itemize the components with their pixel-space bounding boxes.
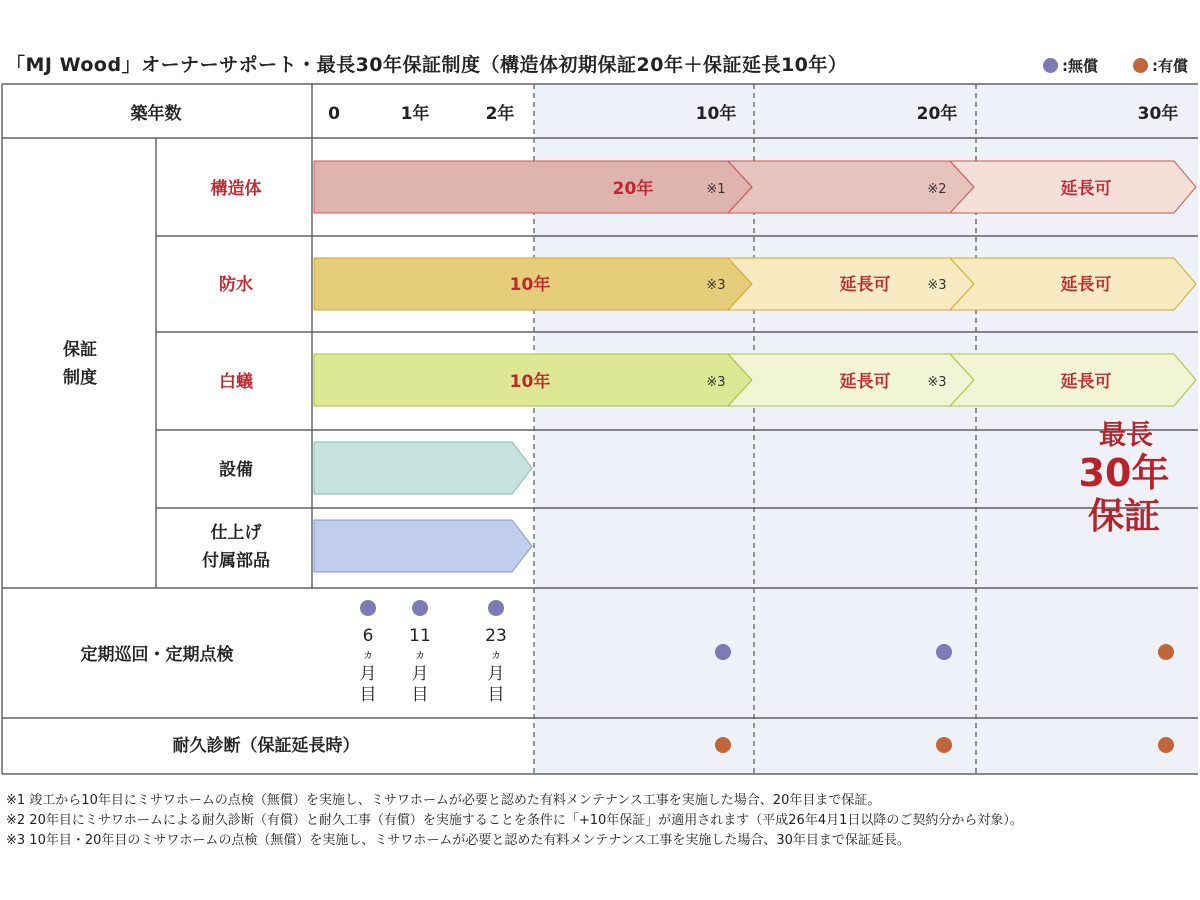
legend-paid-label: :有償 bbox=[1152, 57, 1188, 75]
termite-note1: ※3 bbox=[706, 375, 726, 390]
waterproof-note1: ※3 bbox=[706, 278, 726, 293]
termite-note2: ※3 bbox=[927, 375, 947, 390]
free-dot-icon bbox=[360, 600, 376, 616]
inspection-label: 定期巡回・定期点検 bbox=[80, 645, 234, 665]
tick-30y: 30年 bbox=[1137, 104, 1179, 124]
warranty-group-label-2: 制度 bbox=[63, 368, 97, 388]
structure-seg1-label: 20年 bbox=[612, 179, 654, 199]
termite-seg3-label: 延長可 bbox=[1060, 372, 1112, 392]
tick-1y: 1年 bbox=[400, 104, 430, 124]
month-num: 11 bbox=[409, 626, 431, 646]
month-char2: 目 bbox=[487, 685, 505, 705]
tick-10y: 10年 bbox=[695, 104, 737, 124]
inspection-30y-paid-dot bbox=[1158, 644, 1174, 660]
month-num: 6 bbox=[362, 626, 374, 646]
footnote-2: ※2 20年目にミサワホームによる耐久診断（有償）と耐久工事（有償）を実施することを条件に「+10年保証」が適用されます（平成26年4月1日以降のご契約分から対象）。 bbox=[6, 813, 1023, 828]
month-unit: ヵ bbox=[489, 647, 503, 661]
month-num: 23 bbox=[485, 626, 507, 646]
month-char2: 目 bbox=[411, 685, 429, 705]
waterproof-seg3-label: 延長可 bbox=[1060, 275, 1112, 295]
footnotes bbox=[6, 791, 1023, 851]
max-badge-line1: 最長 bbox=[1099, 420, 1153, 451]
row-label-termite: 白蟻 bbox=[219, 372, 253, 392]
row-label-equipment: 設備 bbox=[219, 460, 253, 480]
durability-30y-paid-dot bbox=[1158, 737, 1174, 753]
row-label-waterproof: 防水 bbox=[219, 275, 253, 295]
legend-free-label: :無償 bbox=[1062, 57, 1098, 75]
row-label-structure: 構造体 bbox=[210, 179, 262, 199]
waterproof-seg2-label: 延長可 bbox=[839, 275, 891, 295]
inspection-6m bbox=[360, 600, 377, 705]
durability-label: 耐久診断（保証延長時） bbox=[172, 736, 360, 756]
max-badge-line2: 30年 bbox=[1078, 451, 1170, 495]
free-dot-icon bbox=[412, 600, 428, 616]
max-badge-line3: 保証 bbox=[1087, 496, 1161, 537]
month-unit: ヵ bbox=[413, 647, 427, 661]
diagram-title: 「MJ Wood」オーナーサポート・最長30年保証制度（構造体初期保証20年＋保証延長10年） bbox=[6, 54, 848, 76]
structure-seg2-label: 延長可 bbox=[1060, 179, 1112, 199]
tick-20y: 20年 bbox=[916, 104, 958, 124]
waterproof-note2: ※3 bbox=[927, 278, 947, 293]
equipment-bar bbox=[314, 442, 532, 494]
header-row-label: 築年数 bbox=[130, 104, 182, 124]
termite-seg1-label: 10年 bbox=[509, 372, 551, 392]
waterproof-seg1-label: 10年 bbox=[509, 275, 551, 295]
month-char1: 月 bbox=[359, 664, 377, 684]
inspection-20y-free-dot bbox=[936, 644, 952, 660]
structure-20y-bar bbox=[314, 161, 752, 213]
footnote-3: ※3 10年目・20年目のミサワホームの点検（無償）を実施し、ミサワホームが必要と認めた有料メンテナンス工事を実施した場合、30年目まで保証延長。 bbox=[6, 833, 910, 848]
structure-note1: ※1 bbox=[706, 182, 726, 197]
month-char1: 月 bbox=[487, 664, 505, 684]
month-char1: 月 bbox=[411, 664, 429, 684]
row-label-finishing-1: 仕上げ bbox=[210, 523, 262, 543]
row-label-finishing-2: 付属部品 bbox=[202, 551, 270, 571]
tick-0: 0 bbox=[328, 104, 340, 124]
warranty-group-label-1: 保証 bbox=[63, 340, 97, 360]
month-char2: 目 bbox=[359, 685, 377, 705]
tick-2y: 2年 bbox=[485, 104, 515, 124]
month-unit: ヵ bbox=[361, 647, 375, 661]
durability-10y-paid-dot bbox=[715, 737, 731, 753]
free-dot-icon bbox=[488, 600, 504, 616]
inspection-23m bbox=[485, 600, 507, 705]
termite-seg2-label: 延長可 bbox=[839, 372, 891, 392]
durability-20y-paid-dot bbox=[936, 737, 952, 753]
inspection-10y-free-dot bbox=[715, 644, 731, 660]
footnote-1: ※1 竣工から10年目にミサワホームの点検（無償）を実施し、ミサワホームが必要と認めた有料メンテナンス工事を実施した場合、20年目まで保証。 bbox=[6, 793, 881, 808]
structure-note2: ※2 bbox=[927, 182, 947, 197]
inspection-11m bbox=[409, 600, 431, 705]
finishing-bar bbox=[314, 520, 532, 572]
